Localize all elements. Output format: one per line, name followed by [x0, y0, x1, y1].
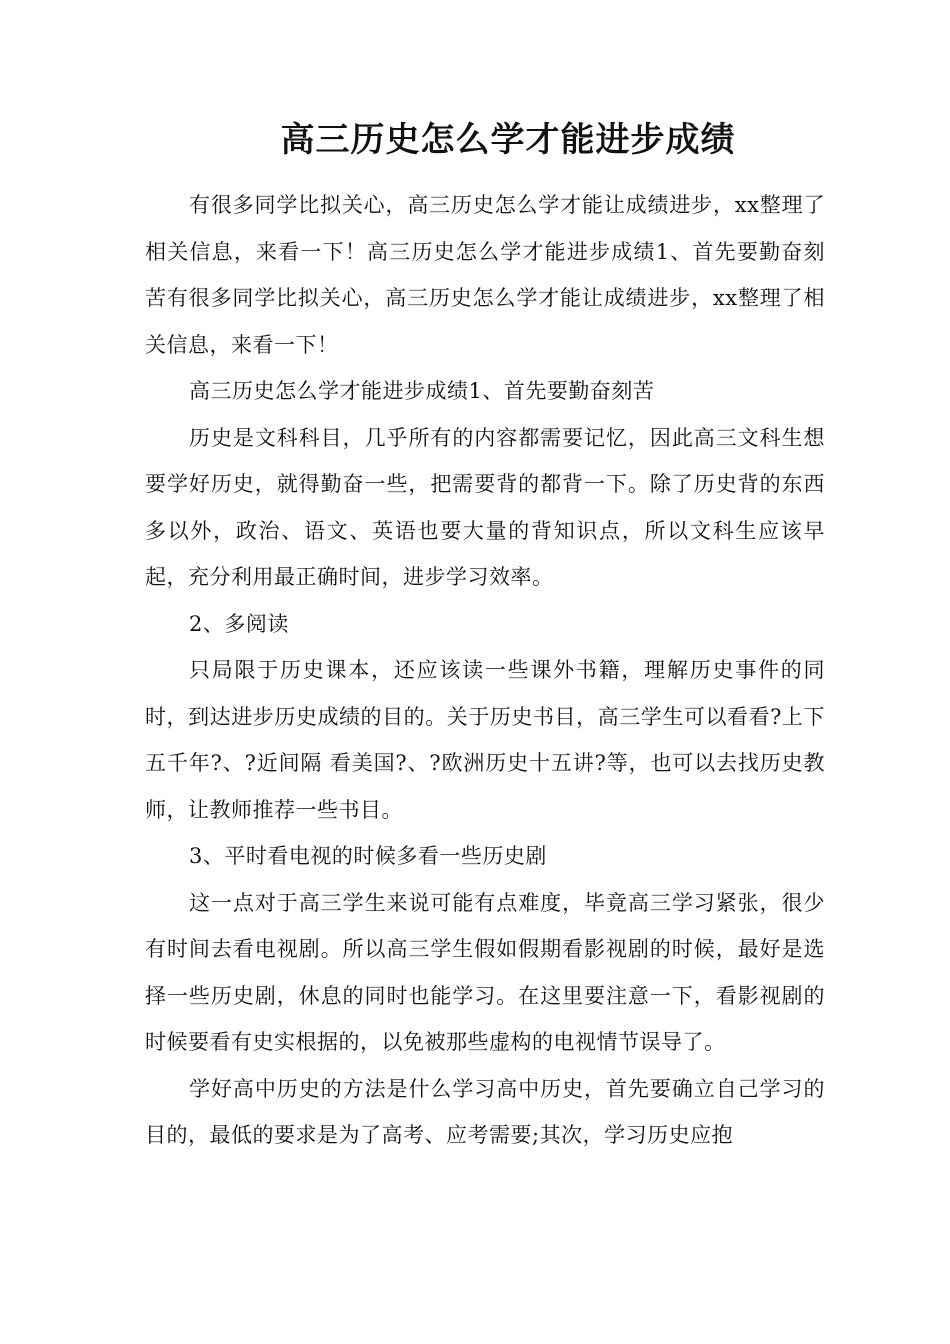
section-heading-3: 3、平时看电视的时候多看一些历史剧: [189, 844, 547, 868]
section-heading-1: 高三历史怎么学才能进步成绩1、首先要勤奋刻苦: [189, 379, 655, 403]
paragraph-tv-dramas: 这一点对于高三学生来说可能有点难度，毕竟高三学习紧张，很少有时间去看电视剧。所以高三学生假如假期看影视剧的时候，最好是选择一些历史剧，休息的同时也能学习。在这里要注意一下，看影视剧的时候要看有史实根据的，以免被那些虚构的电视情节误导了。: [145, 890, 825, 1054]
document-body: [145, 182, 825, 1159]
paragraph-diligence: 历史是文科科目，几乎所有的内容都需要记忆，因此高三文科生想要学好历史，就得勤奋一些，把需要背的都背一下。除了历史背的东西多以外，政治、语文、英语也要大量的背知识点，所以文科生应该早起，充分利用最正确时间，进步学习效率。: [145, 425, 825, 589]
paragraph-reading: 只局限于历史课本，还应该读一些课外书籍，理解历史事件的同时，到达进步历史成绩的目的。关于历史书目，高三学生可以看看?上下五千年?、?近间隔 看美国?、?欧洲历史十五讲?等，也可以去找历史教师，让教师推荐一些书目。: [145, 658, 825, 822]
paragraph-intro: 有很多同学比拟关心，高三历史怎么学才能让成绩进步，xx整理了相关信息，来看一下！高三历史怎么学才能进步成绩1、首先要勤奋刻苦有很多同学比拟关心，高三历史怎么学才能让成绩进步，xx整理了相关信息，来看一下！: [145, 193, 825, 357]
paragraph-methods: 学好高中历史的方法是什么学习高中历史，首先要确立自己学习的目的，最低的要求是为了高考、应考需要;其次，学习历史应抱: [145, 1076, 825, 1147]
section-heading-2: 2、多阅读: [189, 611, 289, 636]
document-title: 高三历史怎么学才能进步成绩: [280, 120, 736, 160]
